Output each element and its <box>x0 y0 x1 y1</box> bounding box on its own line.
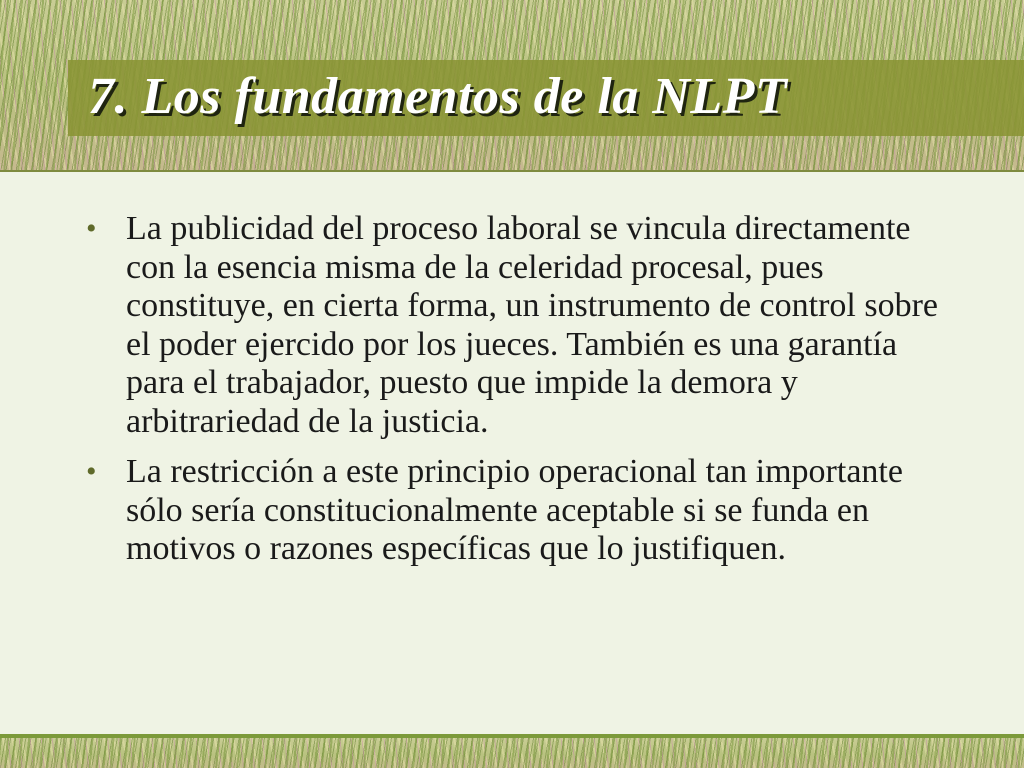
bullet-item <box>82 453 942 569</box>
bullet-list <box>82 210 942 581</box>
bullet-text: La restricción a este principio operacional tan importante sólo sería constitucionalmente aceptable si se funda en motivos o razones específicas que lo justifiquen. <box>126 453 903 567</box>
bullet-icon: • <box>86 212 97 245</box>
bullet-item <box>82 210 942 441</box>
bullet-icon: • <box>86 455 97 488</box>
bullet-text: La publicidad del proceso laboral se vincula directamente con la esencia misma de la celeridad procesal, pues constituye, en cierta forma, un instrumento de control sobre el poder ejercido por los jueces. También es una garantía para el trabajador, puesto que impide la demora y arbitrariedad de la justicia. <box>126 210 938 440</box>
slide-title: 7. Los fundamentos de la NLPT <box>88 68 788 125</box>
grass-texture-footer <box>0 734 1024 768</box>
